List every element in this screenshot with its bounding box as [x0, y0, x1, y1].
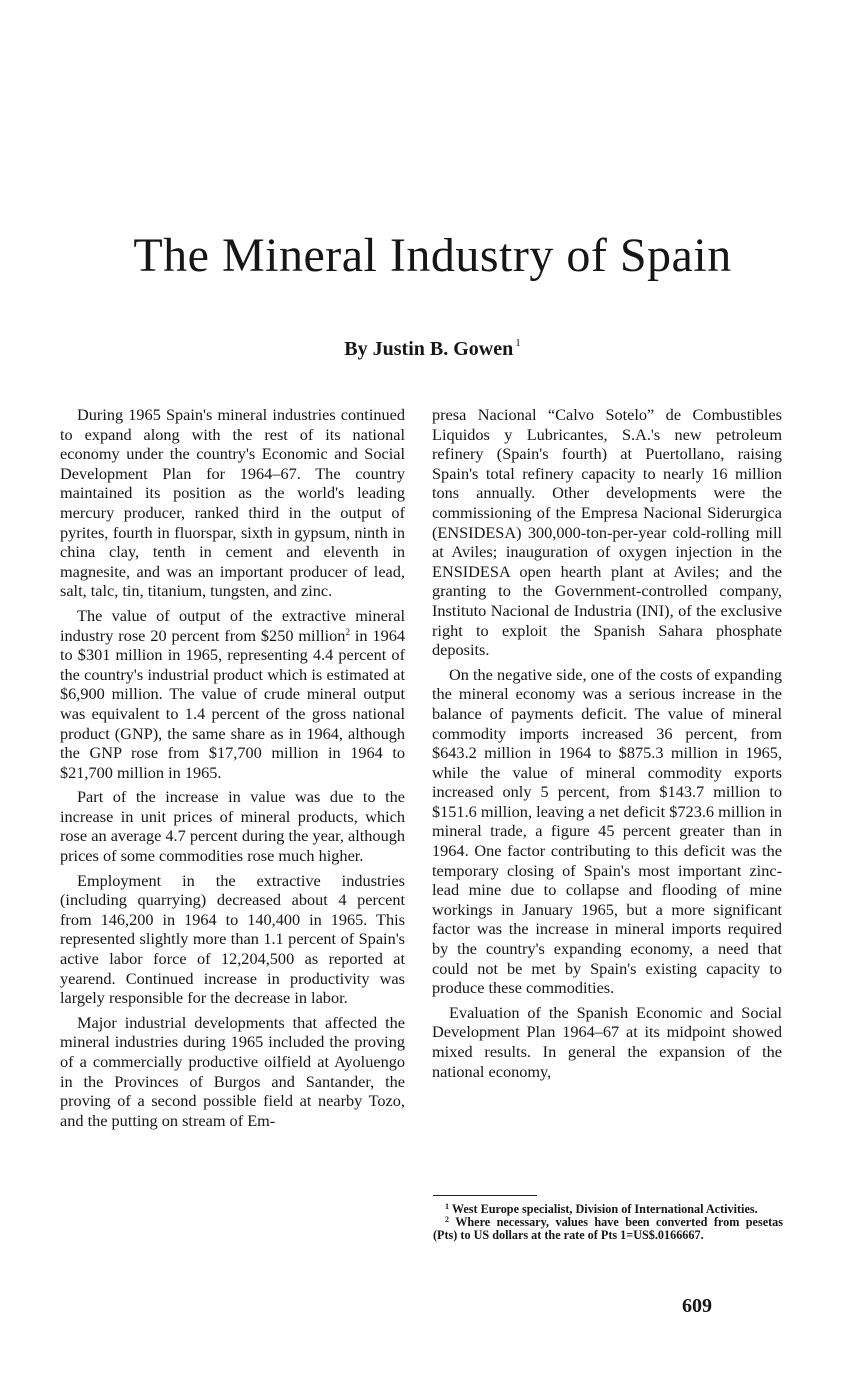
right-column: [432, 405, 782, 1086]
paragraph-text: in 1964 to $301 million in 1965, representing 4.4 percent of the country's industrial product which is estimated at $6,900 million. The value of crude mineral output was equivalent to 1.4 percent of the gross national product (GNP), the same share as in 1964, although the GNP rose from $17,700 million in 1964 to $21,700 million in 1965.: [60, 625, 405, 782]
footnote-marker: 2: [345, 626, 350, 637]
left-column: [60, 405, 405, 1135]
footnote-text: West Europe specialist, Division of International Activities.: [449, 1202, 758, 1216]
article-title: The Mineral Industry of Spain: [133, 229, 732, 282]
paragraph: Evaluation of the Spanish Economic and Social Development Plan 1964–67 at its midpoint showed mixed results. In general the expansion of the national economy,: [432, 1002, 782, 1081]
paragraph: presa Nacional “Calvo Sotelo” de Combustibles Liquidos y Lubricantes, S.A.'s new petroleum refinery (Spain's fourth) at Puertollano, raising Spain's total refinery capacity to nearly 16 million tons annually. Other developments were the commissioning of the Empresa Nacional Siderurgica (ENSIDESA) 300,000-ton-per-year cold-rolling mill at Aviles; inauguration of oxygen injection in the ENSIDESA open hearth plant at Aviles; and the granting to the Government-controlled company, Instituto Nacional de Industria (INI), of the exclusive right to exploit the Spanish Sahara phosphate deposits.: [432, 405, 782, 660]
page-number: 609: [682, 1295, 712, 1317]
footnote: [433, 1216, 783, 1242]
paragraph: Part of the increase in value was due to the increase in unit prices of mineral products, which rose an average 4.7 percent during the year, although prices of some commodities rose much higher.: [60, 787, 405, 866]
footnotes: [433, 1203, 783, 1241]
paragraph: [60, 606, 405, 782]
footnote-text: Where necessary, values have been converted from pesetas (Pts) to US dollars at the rate of Pts 1=US$.0166667.: [433, 1214, 783, 1242]
paragraph: Employment in the extractive industries (including quarrying) decreased about 4 percent from 146,200 in 1964 to 140,400 in 1965. This represented slightly more than 1.1 percent of Spain's active labor force of 12,204,500 as reported at yearend. Continued increase in productivity was largely responsible for the decrease in labor.: [60, 870, 405, 1008]
paragraph-text: The value of output of the extractive mineral industry rose 20 percent from $250 million: [60, 605, 405, 645]
footnote-marker: 1: [515, 337, 521, 349]
footnote-divider: [433, 1195, 537, 1196]
author-byline: [0, 331, 865, 361]
author-name: By Justin B. Gowen: [344, 338, 514, 360]
paragraph: On the negative side, one of the costs of expanding the mineral economy was a serious increase in the balance of payments deficit. The value of mineral commodity imports increased 36 percent, from $643.2 million in 1964 to $875.3 million in 1965, while the value of mineral commodity exports increased only 5 percent, from $143.7 million to $151.6 million, leaving a net deficit $723.6 million in mineral trade, a figure 45 percent greater than in 1964. One factor contributing to this deficit was the temporary closing of Spain's most important zinc-lead mine due to collapse and flooding of mine workings in January 1965, but a more significant factor was the increase in mineral imports required by the country's expanding economy, a need that could not be met by Spain's existing capacity to produce these commodities.: [432, 664, 782, 998]
paragraph: Major industrial developments that affected the mineral industries during 1965 included the proving of a commercially productive oilfield at Ayoluengo in the Provinces of Burgos and Santander, the proving of a second possible field at nearby Tozo, and the putting on stream of Em-: [60, 1012, 405, 1130]
paragraph: During 1965 Spain's mineral industries continued to expand along with the rest of its national economy under the country's Economic and Social Development Plan for 1964–67. The country maintained its position as the world's leading mercury producer, ranked third in the output of pyrites, fourth in fluorspar, sixth in gypsum, ninth in china clay, tenth in cement and eleventh in magnesite, and was an important producer of lead, salt, talc, tin, titanium, tungsten, and zinc.: [60, 405, 405, 601]
footnote-number: 2: [445, 1214, 449, 1224]
footnote-number: 1: [445, 1202, 449, 1211]
